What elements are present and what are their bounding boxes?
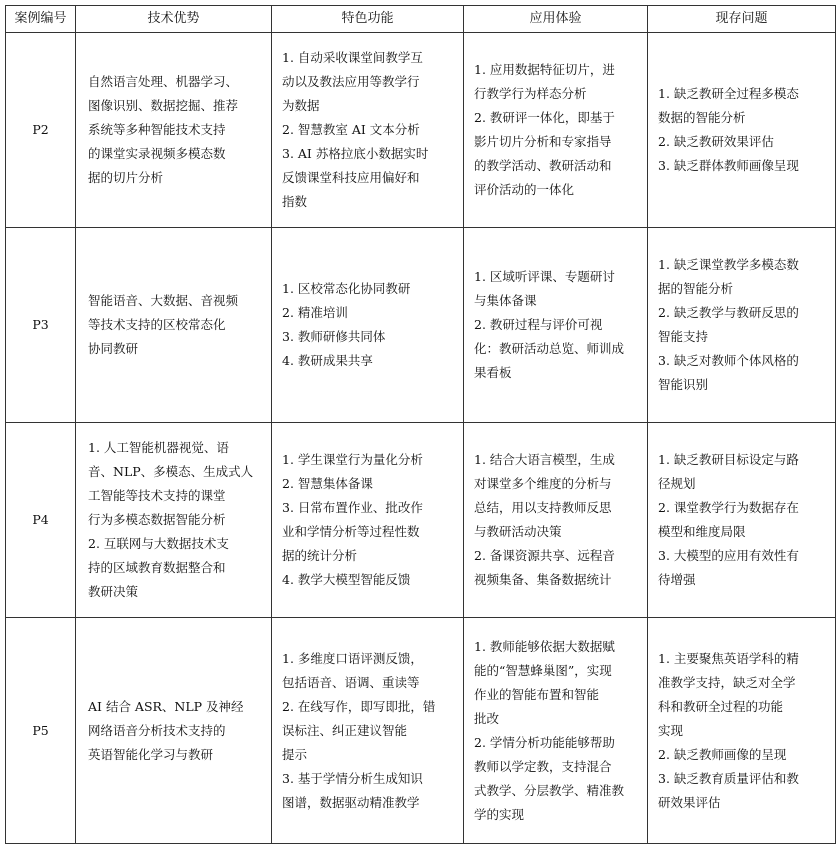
cell-text-line: 总结，用以支持教师反思: [474, 500, 612, 515]
case-id-cell: P4: [6, 423, 76, 618]
issues-cell: [648, 228, 836, 423]
cell-text-line: 模型和维度局限: [658, 524, 746, 539]
header-experience: 应用体验: [464, 6, 648, 33]
cell-text-line: 研效果评估: [658, 794, 721, 810]
cell-text-line: 提示: [282, 746, 308, 762]
issues-cell: [648, 423, 836, 618]
header-issues: 现存问题: [648, 6, 836, 33]
features-cell: [272, 423, 464, 618]
cell-text-line: 批改: [474, 710, 500, 726]
cell-text-line: 工智能等技术支持的课堂: [88, 488, 226, 503]
cell-text-line: 1. 自动采收课堂间教学互: [282, 50, 423, 65]
cell-text-line: 指数: [282, 194, 308, 209]
cell-text-line: 的教学活动、教研活动和: [474, 158, 612, 173]
cell-text-line: 据的切片分析: [88, 170, 164, 185]
header-case-id: 案例编号: [6, 6, 76, 33]
features-cell: [272, 618, 464, 844]
cell-text-line: 网络语音分析技术支持的: [88, 722, 226, 738]
case-comparison-table: [5, 5, 836, 844]
experience-cell: [464, 423, 648, 618]
cell-text-line: 2. 学情分析功能能够帮助: [474, 734, 615, 750]
cell-text-line: 协同教研: [88, 341, 139, 356]
cell-text-line: 1. 主要聚焦英语学科的精: [658, 650, 799, 666]
tech-advantage-cell: [76, 618, 272, 844]
cell-text-line: 业和学情分析等过程性数: [282, 524, 420, 539]
cell-text-line: 科和教研全过程的功能: [658, 698, 784, 714]
cell-text-line: 音、NLP、多模态、生成式人: [88, 464, 254, 479]
cell-text-line: 包括语音、语调、重读等: [282, 674, 420, 690]
case-id-cell: P5: [6, 618, 76, 844]
features-cell: [272, 33, 464, 228]
cell-text-line: 的课堂实录视频多模态数: [88, 146, 226, 161]
cell-text-line: 1. 结合大语言模型，生成: [474, 452, 615, 467]
cell-text-line: 为数据: [282, 98, 320, 113]
cell-text-line: 智能支持: [658, 329, 709, 344]
cell-text-line: 据的统计分析: [282, 548, 358, 563]
cell-text-line: 行教学行为样态分析: [474, 86, 587, 101]
cell-text-line: 1. 学生课堂行为量化分析: [282, 452, 423, 467]
cell-text-line: 对课堂多个维度的分析与: [474, 476, 612, 491]
cell-text-line: 误标注、纠正建议智能: [282, 722, 408, 738]
cell-text-line: 1. 区域听评课、专题研讨: [474, 269, 615, 284]
cell-text-line: 与教研活动决策: [474, 524, 562, 539]
table-row: [6, 423, 836, 618]
cell-text-line: 3. 教师研修共同体: [282, 329, 386, 344]
cell-text-line: 2. 缺乏教师画像的呈现: [658, 746, 787, 762]
cell-text-line: 智能识别: [658, 377, 709, 392]
cell-text-line: 视频集备、集备数据统计: [474, 572, 612, 587]
cell-text-line: 3. 基于学情分析生成知识: [282, 770, 423, 786]
cell-text-line: 3. 缺乏群体教师画像呈现: [658, 158, 799, 173]
cell-text-line: 4. 教研成果共享: [282, 353, 373, 368]
issues-cell: [648, 33, 836, 228]
header-row: [6, 6, 836, 33]
table-row: [6, 618, 836, 844]
cell-text-line: 1. 应用数据特征切片，进: [474, 62, 615, 77]
cell-text-line: 2. 精准培训: [282, 305, 348, 320]
experience-cell: [464, 33, 648, 228]
cell-text-line: 持的区域教育数据整合和: [88, 560, 226, 575]
cell-text-line: 2. 缺乏教学与教研反思的: [658, 305, 799, 320]
cell-text-line: 图像识别、数据挖掘、推荐: [88, 98, 239, 113]
cell-text-line: 1. 缺乏教研目标设定与路: [658, 452, 799, 467]
cell-text-line: 数据的智能分析: [658, 110, 746, 125]
cell-text-line: 学的实现: [474, 806, 525, 822]
case-id-cell: P3: [6, 228, 76, 423]
cell-text-line: 2. 教研过程与评价可视: [474, 317, 603, 332]
cell-text-line: 2. 缺乏教研效果评估: [658, 134, 774, 149]
cell-text-line: 2. 教研评一体化，即基于: [474, 110, 615, 125]
cell-text-line: 3. 大模型的应用有效性有: [658, 548, 799, 563]
cell-text-line: 影片切片分析和专家指导: [474, 134, 612, 149]
cell-text-line: 待增强: [658, 572, 696, 587]
header-features: 特色功能: [272, 6, 464, 33]
cell-text-line: AI 结合 ASR、NLP 及神经: [88, 698, 244, 714]
cell-text-line: 2. 智慧教室 AI 文本分析: [282, 122, 420, 137]
cell-text-line: 图谱，数据驱动精准教学: [282, 794, 420, 810]
cell-text-line: 3. 日常布置作业、批改作: [282, 500, 423, 515]
cell-text-line: 教研决策: [88, 584, 139, 599]
cell-text-line: 动以及教法应用等教学行: [282, 74, 420, 89]
cell-text-line: 化：教研活动总览、师训成: [474, 341, 625, 356]
cell-text-line: 果看板: [474, 365, 512, 380]
header-tech-advantage: 技术优势: [76, 6, 272, 33]
cell-text-line: 2. 互联网与大数据技术支: [88, 536, 229, 551]
experience-cell: [464, 228, 648, 423]
table-row: [6, 228, 836, 423]
cell-text-line: 式教学、分层教学、精准教: [474, 782, 625, 798]
cell-text-line: 评价活动的一体化: [474, 182, 575, 197]
cell-text-line: 1. 区校常态化协同教研: [282, 281, 411, 296]
cell-text-line: 径规划: [658, 476, 696, 491]
cell-text-line: 2. 智慧集体备课: [282, 476, 373, 491]
experience-cell: [464, 618, 648, 844]
table-row: [6, 33, 836, 228]
cell-text-line: 等技术支持的区校常态化: [88, 317, 226, 332]
cell-text-line: 3. 缺乏对教师个体风格的: [658, 353, 799, 368]
cell-text-line: 智能语音、大数据、音视频: [88, 293, 239, 308]
cell-text-line: 4. 教学大模型智能反馈: [282, 572, 411, 587]
cell-text-line: 英语智能化学习与教研: [88, 746, 214, 762]
cell-text-line: 系统等多种智能技术支持: [88, 122, 226, 137]
cell-text-line: 2. 课堂教学行为数据存在: [658, 500, 799, 515]
cell-text-line: 教师以学定教，支持混合: [474, 758, 612, 774]
cell-text-line: 实现: [658, 722, 684, 738]
tech-advantage-cell: [76, 423, 272, 618]
features-cell: [272, 228, 464, 423]
cell-text-line: 1. 缺乏教研全过程多模态: [658, 86, 799, 101]
cell-text-line: 3. AI 苏格拉底小数据实时: [282, 146, 429, 161]
cell-text-line: 作业的智能布置和智能: [474, 686, 600, 702]
cell-text-line: 1. 人工智能机器视觉、语: [88, 440, 229, 455]
case-id-cell: P2: [6, 33, 76, 228]
cell-text-line: 3. 缺乏教育质量评估和教: [658, 770, 799, 786]
cell-text-line: 行为多模态数据智能分析: [88, 512, 226, 527]
cell-text-line: 1. 缺乏课堂教学多模态数: [658, 257, 799, 272]
cell-text-line: 能的“智慧蜂巢图”，实现: [474, 662, 612, 678]
cell-text-line: 反馈课堂科技应用偏好和: [282, 170, 420, 185]
cell-text-line: 据的智能分析: [658, 281, 734, 296]
tech-advantage-cell: [76, 33, 272, 228]
tech-advantage-cell: [76, 228, 272, 423]
cell-text-line: 2. 在线写作，即写即批，错: [282, 698, 436, 714]
cell-text-line: 自然语言处理、机器学习、: [88, 74, 239, 89]
cell-text-line: 准教学支持，缺乏对全学: [658, 674, 796, 690]
cell-text-line: 2. 备课资源共享、远程音: [474, 548, 615, 563]
cell-text-line: 1. 多维度口语评测反馈，: [282, 650, 423, 666]
issues-cell: [648, 618, 836, 844]
cell-text-line: 与集体备课: [474, 293, 537, 308]
cell-text-line: 1. 教师能够依据大数据赋: [474, 638, 615, 654]
